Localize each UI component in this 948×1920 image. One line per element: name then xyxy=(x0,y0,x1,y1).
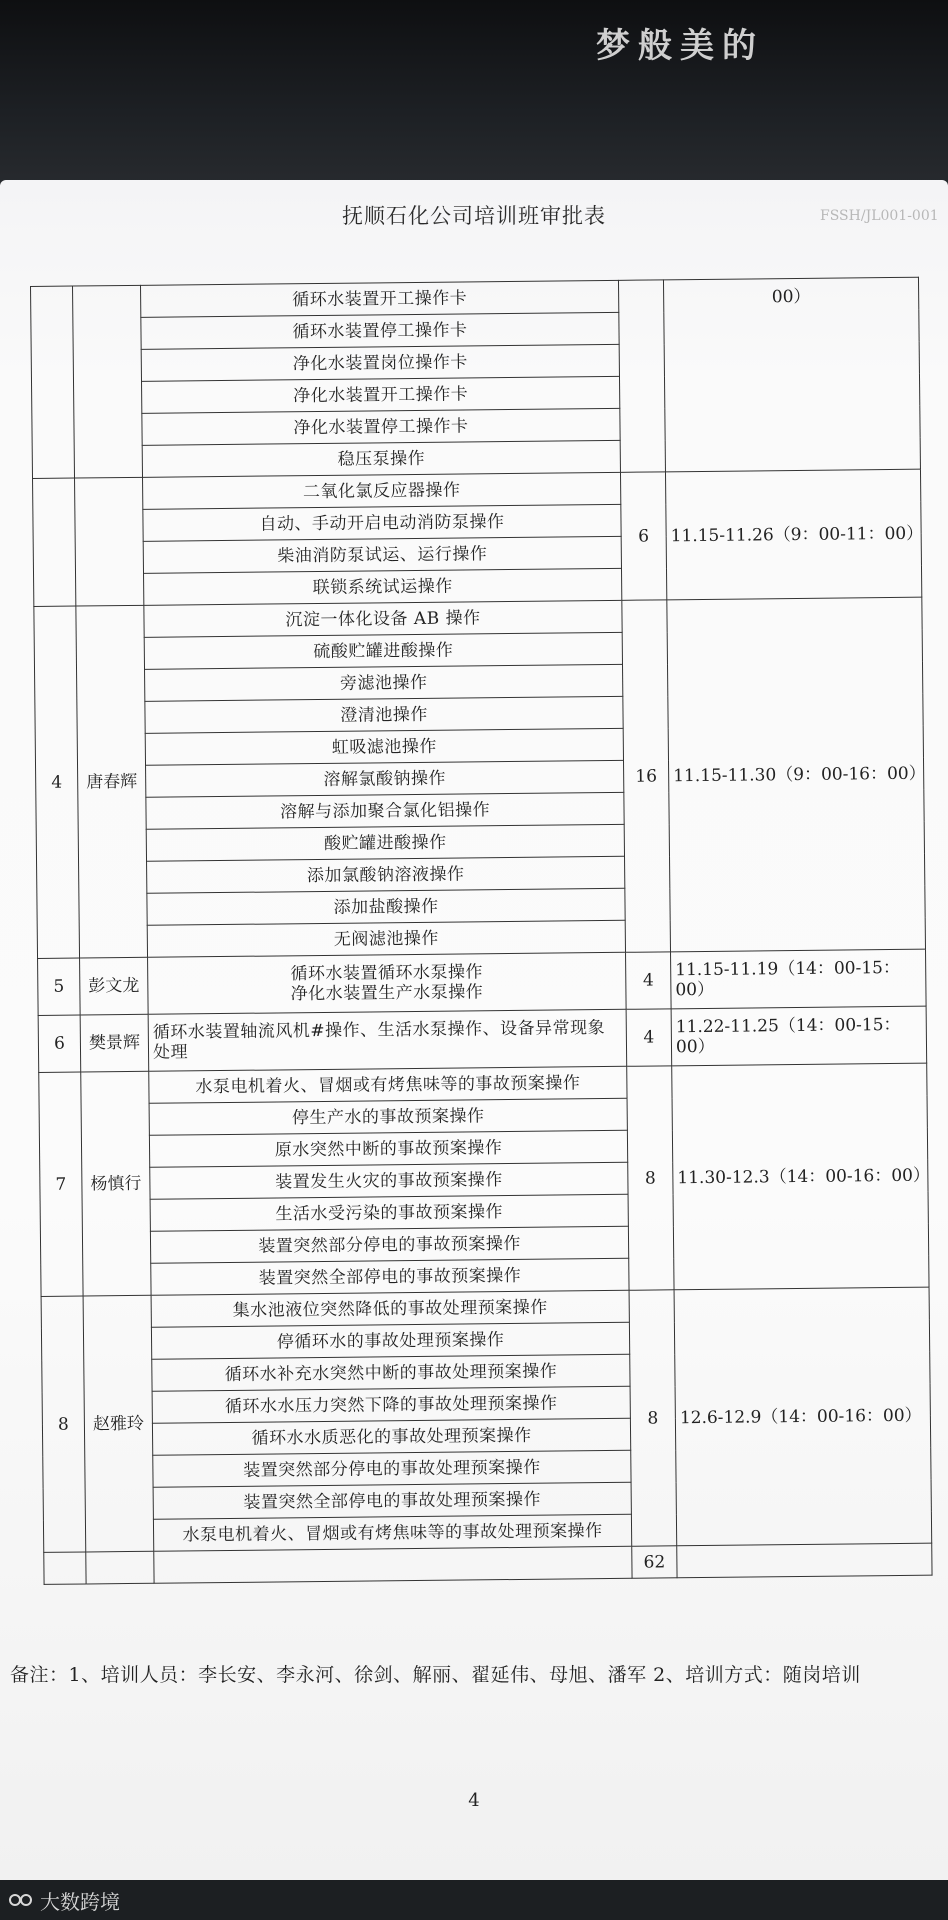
table-row xyxy=(38,949,927,1015)
training-item-cell: 净化水装置岗位操作卡 xyxy=(141,344,619,381)
hours-cell: 16 xyxy=(622,600,671,952)
row-number-cell xyxy=(31,286,75,478)
training-item-cell: 无阀滤池操作 xyxy=(147,920,625,957)
bottom-background xyxy=(0,1880,948,1920)
training-item-cell: 循环水装置轴流风机#操作、生活水泵操作、设备异常现象处理 xyxy=(148,1009,627,1071)
row-number-cell: 6 xyxy=(38,1015,81,1072)
training-item-cell: 溶解氯酸钠操作 xyxy=(146,760,624,797)
training-item-cell: 净化水装置开工操作卡 xyxy=(142,376,620,413)
training-time-cell: 11.15-11.26（9：00-11：00） xyxy=(665,469,921,600)
page-number: 4 xyxy=(468,1790,480,1811)
training-time-cell: 11.15-11.30（9：00-16：00） xyxy=(667,597,926,952)
empty-cell xyxy=(44,1552,86,1584)
training-item-cell: 硫酸贮罐进酸操作 xyxy=(144,632,622,669)
watermark-logo-icon xyxy=(8,1890,34,1910)
training-item-cell: 虹吸滤池操作 xyxy=(145,728,623,765)
training-time-cell: 11.30-12.3（14：00-16：00） xyxy=(672,1063,929,1290)
training-item-cell: 循环水补充水突然中断的事故处理预案操作 xyxy=(152,1354,630,1391)
book-cover-background xyxy=(0,0,948,205)
training-item-cell: 装置突然全部停电的事故预案操作 xyxy=(151,1258,629,1295)
training-item-cell: 沉淀一体化设备 AB 操作 xyxy=(144,600,622,637)
trainer-name-cell: 彭文龙 xyxy=(80,957,149,1015)
training-item-cell: 原水突然中断的事故预案操作 xyxy=(149,1130,627,1167)
training-item-cell: 联锁系统试运操作 xyxy=(144,568,622,605)
row-number-cell: 5 xyxy=(38,958,81,1015)
training-item-cell: 稳压泵操作 xyxy=(142,440,620,477)
training-item-cell: 溶解与添加聚合氯化铝操作 xyxy=(146,792,624,829)
hours-cell: 4 xyxy=(626,1009,672,1066)
training-item-cell: 生活水受污染的事故预案操作 xyxy=(150,1194,628,1231)
training-item-cell: 装置突然部分停电的事故处理预案操作 xyxy=(153,1450,631,1487)
row-number-cell: 7 xyxy=(39,1072,83,1296)
row-number-cell: 4 xyxy=(34,606,80,958)
trainer-name-cell: 唐春辉 xyxy=(76,605,148,958)
training-item-cell: 添加氯酸钠溶液操作 xyxy=(147,856,625,893)
training-item-cell: 装置突然部分停电的事故预案操作 xyxy=(150,1226,628,1263)
training-time-cell: 11.22-11.25（14：00-15：00） xyxy=(671,1006,927,1066)
training-item-cell: 酸贮罐进酸操作 xyxy=(146,824,624,861)
approval-table-wrapper xyxy=(30,277,932,1585)
total-hours-cell: 62 xyxy=(632,1546,677,1578)
trainer-name-cell: 樊景辉 xyxy=(80,1014,149,1072)
watermark-text: 大数跨境 xyxy=(40,1889,120,1914)
training-item-cell: 柴油消防泵试运、运行操作 xyxy=(143,536,621,573)
trainer-name-cell xyxy=(73,285,143,478)
approval-table xyxy=(30,277,933,1585)
document-code: FSSH/JL001-001 xyxy=(820,208,939,224)
table-row xyxy=(38,1006,927,1072)
training-item-cell: 旁滤池操作 xyxy=(145,664,623,701)
row-number-cell: 8 xyxy=(41,1296,86,1552)
training-item-cell: 澄清池操作 xyxy=(145,696,623,733)
row-number-cell xyxy=(33,478,76,606)
training-item-cell: 水泵电机着火、冒烟或有烤焦味等的事故预案操作 xyxy=(149,1066,627,1103)
training-item-cell: 停循环水的事故处理预案操作 xyxy=(151,1322,629,1359)
hours-cell: 6 xyxy=(620,472,666,600)
training-item-cell: 装置发生火灾的事故预案操作 xyxy=(150,1162,628,1199)
trainer-name-cell: 赵雅玲 xyxy=(83,1295,154,1552)
training-item-cell: 集水池液位突然降低的事故处理预案操作 xyxy=(151,1290,629,1327)
hours-cell: 8 xyxy=(629,1290,677,1546)
training-item-cell: 停生产水的事故预案操作 xyxy=(149,1098,627,1135)
training-time-cell: 11.15-11.19（14：00-15：00） xyxy=(671,949,927,1009)
trainer-name-cell xyxy=(75,477,144,606)
trainer-name-cell: 杨慎行 xyxy=(81,1071,151,1296)
empty-cell xyxy=(677,1543,932,1578)
training-item-cell: 自动、手动开启电动消防泵操作 xyxy=(143,504,621,541)
hours-cell: 8 xyxy=(627,1066,674,1290)
training-item-cell: 循环水装置开工操作卡 xyxy=(140,280,618,317)
watermark xyxy=(8,1885,120,1915)
training-item-cell: 循环水水质恶化的事故处理预案操作 xyxy=(152,1418,630,1455)
training-item-cell: 添加盐酸操作 xyxy=(147,888,625,925)
document-title: 抚顺石化公司培训班审批表 xyxy=(342,204,606,228)
training-item-cell: 二氧化氯反应器操作 xyxy=(143,472,621,509)
training-item-cell: 装置突然全部停电的事故处理预案操作 xyxy=(153,1482,631,1519)
training-item-cell: 循环水装置循环水泵操作 净化水装置生产水泵操作 xyxy=(148,952,627,1014)
training-item-cell: 净化水装置停工操作卡 xyxy=(142,408,620,445)
remark-note: 备注：1、培训人员：李长安、李永河、徐剑、解丽、翟延伟、母旭、潘军 2、培训方式：随岗培训 xyxy=(10,1664,861,1686)
hours-cell: 4 xyxy=(626,952,672,1009)
training-item-cell: 循环水装置停工操作卡 xyxy=(141,312,619,349)
training-item-cell: 水泵电机着火、冒烟或有烤焦味等的事故处理预案操作 xyxy=(153,1514,631,1551)
empty-cell xyxy=(154,1546,632,1583)
training-item-cell: 循环水水压力突然下降的事故处理预案操作 xyxy=(152,1386,630,1423)
training-time-cell: 12.6-12.9（14：00-16：00） xyxy=(674,1287,932,1546)
empty-cell xyxy=(86,1551,154,1584)
cover-text: 梦般美的 xyxy=(596,26,764,66)
approval-table-body xyxy=(31,277,933,1584)
training-time-cell: 00） xyxy=(663,277,920,472)
hours-cell xyxy=(618,280,665,472)
